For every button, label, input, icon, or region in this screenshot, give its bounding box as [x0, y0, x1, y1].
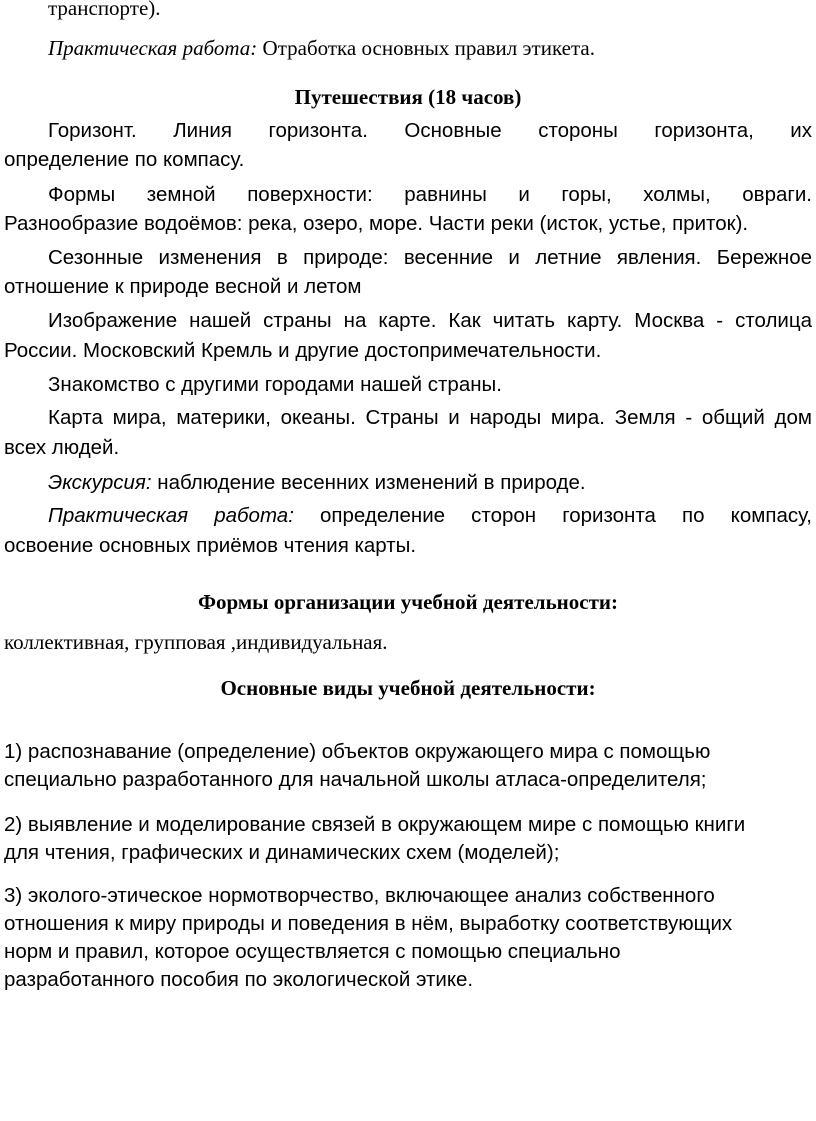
list-item-3-line3: норм и правил, которое осуществляется с помощью специально: [4, 940, 621, 963]
text-span: Отработка основных правил этикета.: [257, 36, 595, 60]
text-line: транспорте).: [48, 0, 161, 20]
list-item-2-line2: для чтения, графических и динамических схем (моделей);: [4, 841, 560, 864]
paragraph-seasons-line1: Сезонные изменения в природе: весенние и летние явления. Бережное: [48, 246, 812, 269]
section-heading-travel: Путешествия (18 часов): [294, 85, 522, 109]
text-span: наблюдение весенних изменений в природе.: [151, 471, 586, 494]
paragraph-map-line2: России. Московский Кремль и другие достопримечательности.: [4, 339, 602, 362]
section-heading-forms: Формы организации учебной деятельности:: [197, 590, 619, 614]
paragraph-surface-line1: Формы земной поверхности: равнины и горы, холмы, овраги.: [48, 183, 812, 206]
list-item-1-line2: специально разработанного для начальной школы атласа-определителя;: [4, 768, 707, 791]
paragraph-horizon-line2: определение по компасу.: [4, 148, 245, 171]
list-item-2-line1: 2) выявление и моделирование связей в окружающем мире с помощью книги: [4, 813, 746, 836]
paragraph-practical-line1: [48, 501, 812, 531]
paragraph-surface-line2: Разнообразие водоёмов: река, озеро, море. Части реки (исток, устье, приток).: [4, 212, 749, 235]
paragraph-world-line1: Карта мира, материки, океаны. Страны и народы мира. Земля - общий дом: [48, 406, 812, 429]
list-item-3-line4: разработанного пособия по экологической этике.: [4, 968, 474, 991]
paragraph-map-line1: Изображение нашей страны на карте. Как читать карту. Москва - столица: [48, 309, 812, 332]
paragraph-cities: Знакомство с другими городами нашей страны.: [48, 373, 502, 396]
list-item-1-line1: 1) распознавание (определение) объектов окружающего мира с помощью: [4, 740, 711, 763]
forms-text: коллективная, групповая ,индивидуальная.: [4, 630, 388, 654]
list-item-3-line1: 3) эколого-этическое нормотворчество, включающее анализ собственного: [4, 884, 715, 907]
paragraph-seasons-line2: отношение к природе весной и летом: [4, 275, 362, 298]
paragraph-world-line2: всех людей.: [4, 436, 120, 459]
paragraph-practical-line2: освоение основных приёмов чтения карты.: [4, 534, 417, 557]
section-heading-activities: Основные виды учебной деятельности:: [220, 676, 596, 700]
list-item-3-line2: отношения к миру природы и поведения в нём, выработку соответствующих: [4, 912, 733, 935]
italic-label: Практическая работа:: [48, 504, 294, 527]
italic-label: Практическая работа:: [48, 36, 258, 60]
italic-label: Экскурсия:: [48, 471, 152, 494]
text-span: определение сторон горизонта по компасу,: [320, 504, 812, 527]
paragraph-excursion: [48, 468, 812, 498]
practical-work-line: [48, 33, 812, 63]
paragraph-horizon-line1: Горизонт. Линия горизонта. Основные стороны горизонта, их: [48, 119, 812, 142]
